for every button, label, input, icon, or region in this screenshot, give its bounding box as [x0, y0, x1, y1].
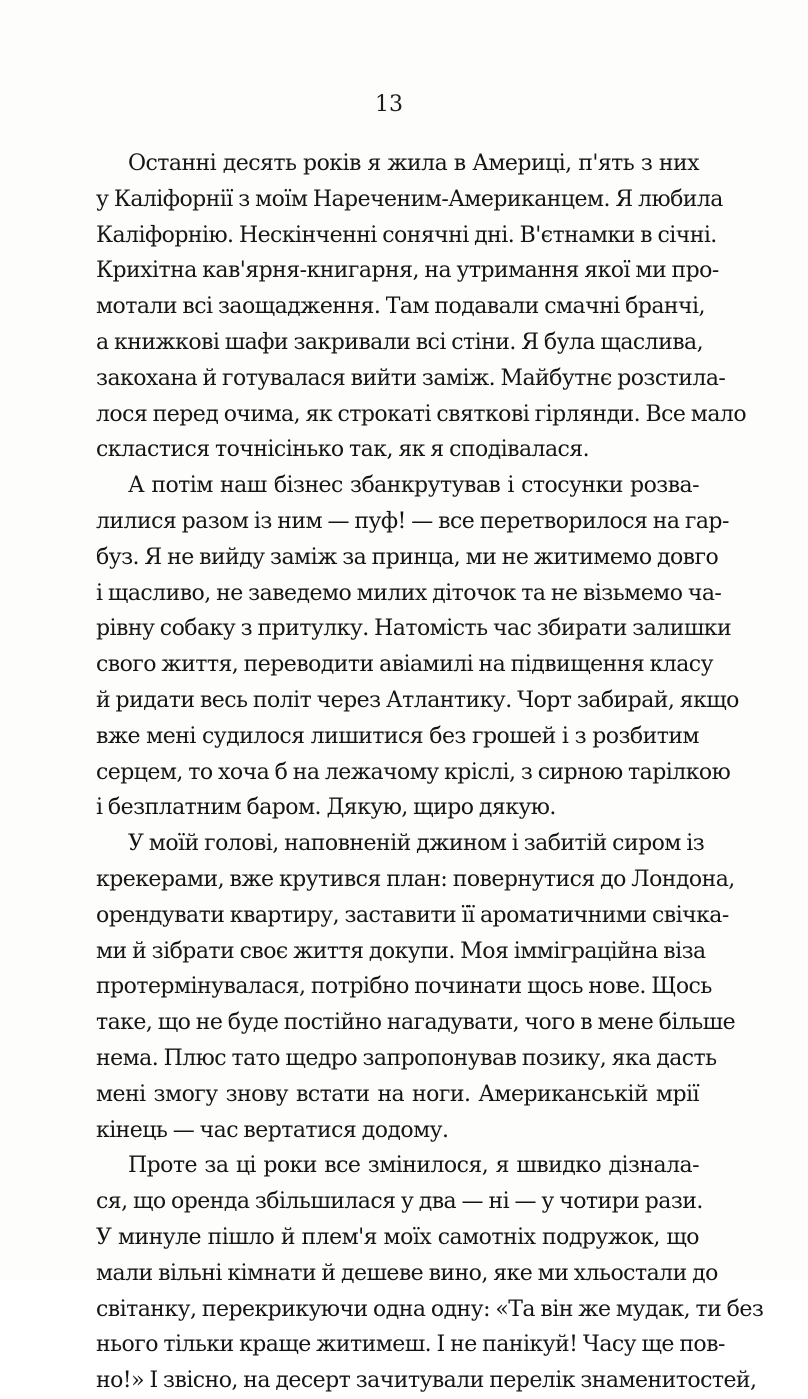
text-line: й ридати весь політ через Атлантику. Чорт забирай, якщо	[96, 687, 739, 713]
text-line: орендувати квартиру, заставити її ароматичними свічка-	[96, 902, 729, 928]
text-line: ми й зібрати своє життя докупи. Моя імміграційна віза	[96, 938, 706, 964]
text-line: У минуле пішло й плем'я моїх самотніх подружок, що	[96, 1224, 699, 1250]
text-line: ся, що оренда збільшилася у два — ні — у чотири рази.	[96, 1189, 703, 1215]
text-line: буз. Я не вийду заміж за принца, ми не житимемо довго	[96, 544, 719, 570]
text-line: мали вільні кімнати й дешеве вино, яке ми хльостали до	[96, 1260, 718, 1286]
text-line: лилися разом із ним — пуф! — все перетворилося на гар-	[96, 508, 729, 534]
text-line: таке, що не буде постійно нагадувати, чого в мене більше	[96, 1010, 736, 1036]
text-line: світанку, перекрикуючи одна одну: «Та він же мудак, ти без	[96, 1296, 764, 1322]
text-line: нема. Плюс тато щедро запропонував позику, яка дасть	[96, 1045, 717, 1071]
text-line: но!» І звісно, на десерт зачитували перелік знаменитостей,	[96, 1368, 757, 1394]
text-line: Проте за ці роки все змінилося, я швидко дізнала-	[128, 1153, 699, 1179]
text-line: лося перед очима, як строкаті святкові гірлянди. Все мало	[96, 401, 747, 427]
text-line: закохана й готувалася вийти заміж. Майбутнє розстила-	[96, 365, 726, 391]
text-line: мені змогу знову встати на ноги. Американській мрії	[96, 1081, 699, 1107]
text-line: у Каліфорнії з моїм Нареченим-Американцем. Я любила	[96, 186, 723, 212]
text-line: Останні десять років я жила в Америці, п'ять з них	[128, 151, 699, 176]
text-line: У моїй голові, наповненій джином і забитій сиром із	[128, 831, 705, 857]
text-line: і безплатним баром. Дякую, щиро дякую.	[96, 795, 556, 821]
text-line: вже мені судилося лишитися без грошей і з розбитим	[96, 723, 699, 749]
text-line: серцем, то хоча б на лежачому кріслі, з сирною тарілкою	[96, 759, 731, 785]
text-line: Каліфорнію. Нескінченні сонячні дні. В'єтнамки в січні.	[96, 222, 717, 248]
text-line: крекерами, вже крутився план: повернутися до Лондона,	[96, 866, 735, 892]
text-line: нього тільки краще житимеш. І не панікуй! Часу ще пов-	[96, 1332, 725, 1358]
text-line: А потім наш бізнес збанкрутував і стосунки розва-	[128, 473, 699, 499]
text-line: кінець — час вертатися додому.	[96, 1117, 449, 1143]
text-line: а книжкові шафи закривали всі стіни. Я була щаслива,	[96, 329, 704, 355]
text-line: і щасливо, не заведемо милих діточок та не візьмемо ча-	[96, 580, 722, 606]
text-line: мотали всі заощадження. Там подавали смачні бранчі,	[96, 294, 705, 320]
text-line: скластися точнісінько так, як я сподівалася.	[96, 437, 590, 463]
text-line: протермінувалася, потрібно починати щось нове. Щось	[96, 974, 712, 1000]
body-text	[96, 146, 764, 1399]
text-line: Крихітна кав'ярня-книгарня, на утримання якої ми про-	[96, 258, 719, 284]
page-number: 13	[375, 92, 403, 117]
text-line: рівну собаку з притулку. Натомість час збирати залишки	[96, 616, 732, 642]
text-line: свого життя, переводити авіамилі на підвищення класу	[96, 652, 713, 678]
